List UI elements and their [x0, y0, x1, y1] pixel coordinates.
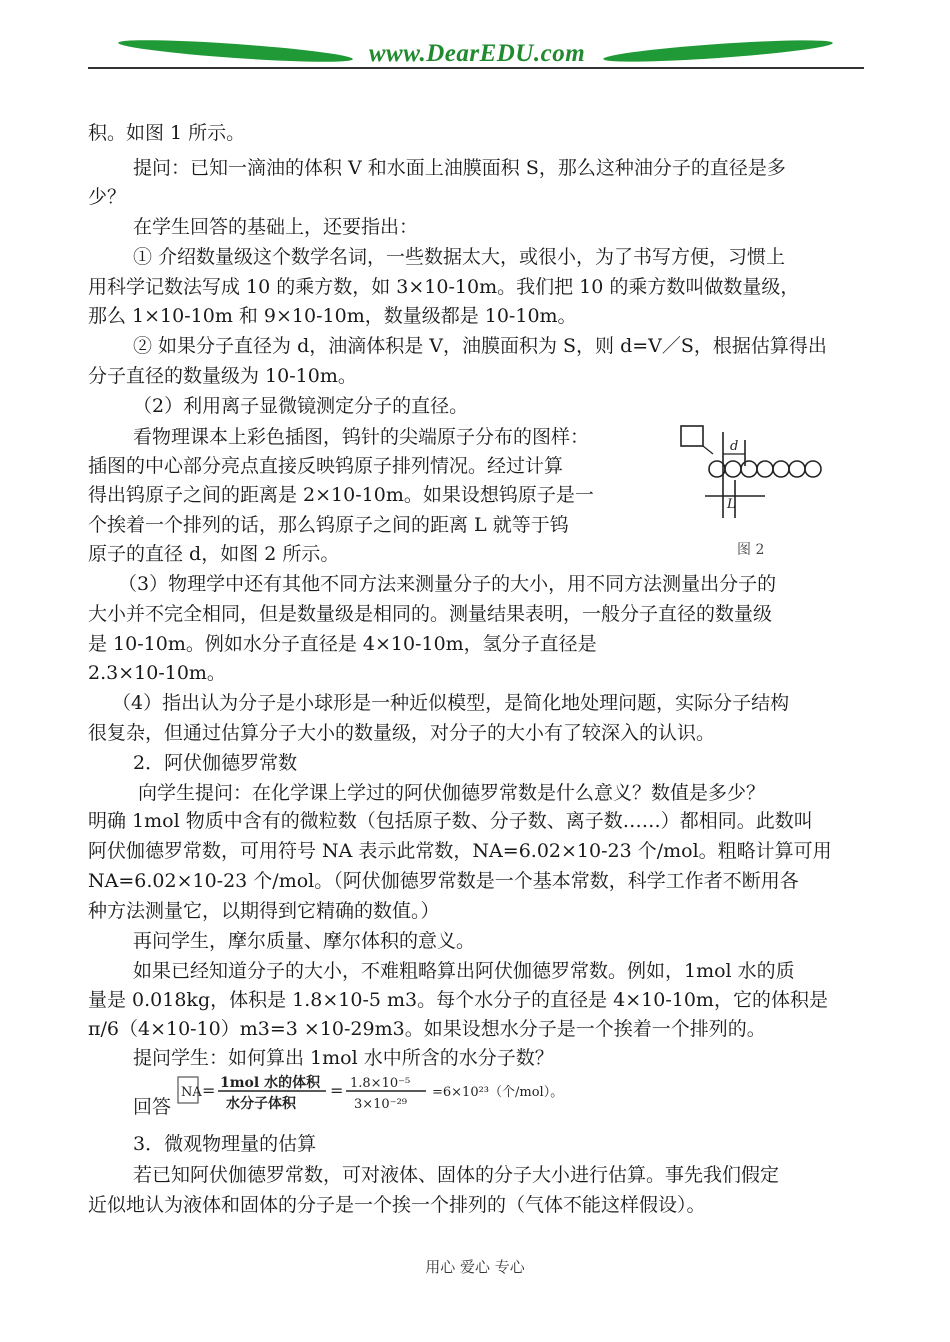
text-line: π/6（4×10-10）m3=3 ×10-29m3。如果设想水分子是一个挨着一个排列的。 [88, 1018, 766, 1040]
tungsten-atom-figure [675, 418, 825, 558]
page-header [88, 36, 864, 70]
text-line: 插图的中心部分亮点直接反映钨原子排列情况。经过计算 [88, 455, 564, 477]
text-line: ① 介绍数量级这个数学名词，一些数据太大，或很小，为了书写方便，习惯上 [133, 246, 786, 268]
header-rule [88, 67, 864, 69]
text-line: NA=6.02×10-23 个/mol。（阿伏伽德罗常数是一个基本常数，科学工作者不断用各 [88, 870, 799, 892]
green-swoosh-left [118, 36, 353, 66]
text-line: 积。如图 1 所示。 [88, 122, 246, 144]
formula-lhs: NA [181, 1085, 202, 1100]
text-line: （4）指出认为分子是小球形是一种近似模型，是简化地处理问题，实际分子结构 [112, 692, 790, 714]
text-line: 向学生提问：在化学课上学过的阿伏伽德罗常数是什么意义？数值是多少？ [138, 782, 766, 804]
formula-denominator-2: 3×10⁻²⁹ [354, 1097, 407, 1112]
text-line: 用科学记数法写成 10 的乘方数，如 3×10-10m。我们把 10 的乘方数叫做数量级， [88, 276, 800, 298]
text-line: 2.3×10-10m。 [88, 662, 226, 684]
text-line: 看物理课本上彩色插图，钨针的尖端原子分布的图样： [133, 426, 590, 448]
text-line: 3．微观物理量的估算 [133, 1133, 317, 1155]
green-swoosh-right [603, 36, 833, 66]
text-line: 2．阿伏伽德罗常数 [133, 752, 298, 774]
figure-caption: 图 2 [737, 542, 765, 558]
page-footer: 用心 爱心 专心 [425, 1258, 525, 1276]
text-line: 再问学生，摩尔质量、摩尔体积的意义。 [133, 930, 476, 952]
text-line: 很复杂，但通过估算分子大小的数量级，对分子的大小有了较深入的认识。 [88, 722, 716, 744]
text-line: 原子的直径 d，如图 2 所示。 [88, 543, 340, 565]
formula-result: =6×10²³（个/mol）。 [432, 1085, 564, 1100]
text-line: 是 10-10m。例如水分子直径是 4×10-10m，氢分子直径是 [88, 633, 597, 655]
svg-text:=: = [202, 1081, 216, 1100]
text-line: 提问：已知一滴油的体积 V 和水面上油膜面积 S，那么这种油分子的直径是多 [133, 157, 786, 179]
figure-label-d: d [730, 439, 739, 454]
figure-label-L: L [727, 497, 736, 512]
text-line: 近似地认为液体和固体的分子是一个挨一个排列的（气体不能这样假设）。 [88, 1194, 706, 1216]
text-line: 得出钨原子之间的距离是 2×10-10m。如果设想钨原子是一 [88, 484, 594, 506]
avogadro-formula [176, 1070, 616, 1112]
text-line: （3）物理学中还有其他不同方法来测量分子的大小，用不同方法测量出分子的 [118, 573, 777, 595]
formula-numerator-2: 1.8×10⁻⁵ [350, 1076, 411, 1091]
text-line: 如果已经知道分子的大小，不难粗略算出阿伏伽德罗常数。例如，1mol 水的质 [133, 960, 795, 982]
svg-text:=: = [330, 1081, 344, 1100]
formula-graphic [176, 1070, 616, 1112]
text-line: 明确 1mol 物质中含有的微粒数（包括原子数、分子数、离子数……）都相同。此数叫 [88, 810, 813, 832]
text-line: 量是 0.018kg，体积是 1.8×10-5 m3。每个水分子的直径是 4×10-10m，它的体积是 [88, 989, 828, 1011]
text-line: ② 如果分子直径为 d，油滴体积是 V，油膜面积为 S，则 d=V／S，根据估算得出 [133, 335, 827, 357]
formula-denominator-1: 水分子体积 [226, 1096, 296, 1112]
formula-numerator-1: 1mol 水的体积 [220, 1075, 321, 1091]
text-line: 回答 [133, 1096, 172, 1118]
text-line: 种方法测量它，以期得到它精确的数值。） [88, 900, 440, 922]
text-line: 少？ [88, 186, 127, 208]
text-line: 个挨着一个排列的话，那么钨原子之间的距离 L 就等于钨 [88, 514, 569, 536]
text-line: 分子直径的数量级为 10-10m。 [88, 365, 357, 387]
text-line: （2）利用离子显微镜测定分子的直径。 [133, 395, 469, 417]
text-line: 提问学生：如何算出 1mol 水中所含的水分子数？ [133, 1047, 554, 1069]
text-line: 若已知阿伏伽德罗常数，可对液体、固体的分子大小进行估算。事先我们假定 [133, 1164, 780, 1186]
text-line: 那么 1×10-10m 和 9×10-10m，数量级都是 10-10m。 [88, 305, 577, 327]
site-logo: www.DearEDU.com [368, 40, 586, 67]
text-line: 在学生回答的基础上，还要指出： [133, 216, 419, 238]
text-line: 大小并不完全相同，但是数量级是相同的。测量结果表明，一般分子直径的数量级 [88, 603, 773, 625]
text-line: 阿伏伽德罗常数，可用符号 NA 表示此常数，NA=6.02×10-23 个/mol。粗略计算可用 [88, 840, 832, 862]
